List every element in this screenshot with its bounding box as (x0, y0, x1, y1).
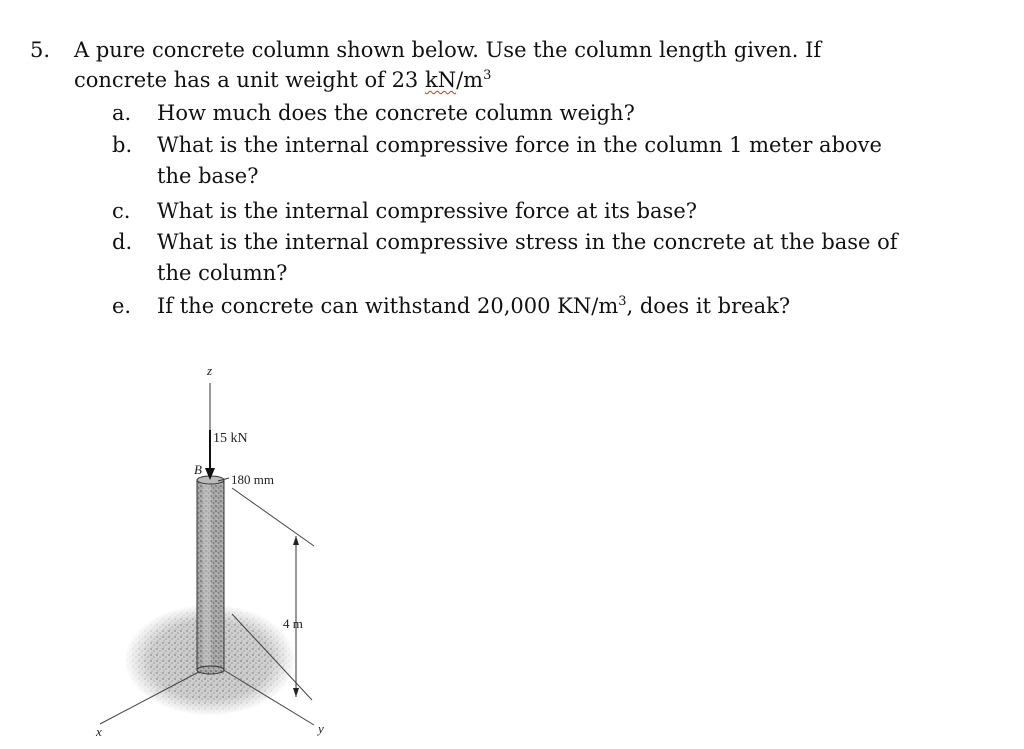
part-text: What is the internal compressive force at its base? (157, 199, 698, 223)
unit-kn: kN (424, 68, 457, 92)
z-axis-label: z (207, 363, 213, 378)
part-text: the base? (157, 164, 259, 188)
diameter-label: 180 mm (231, 472, 274, 487)
part-text: What is the internal compressive stress in the concrete at the base of (157, 230, 898, 254)
x-axis-label: x (96, 724, 102, 739)
part-letter: a. (112, 101, 132, 125)
y-axis-label: y (318, 721, 324, 736)
part-letter: d. (112, 230, 133, 254)
dim-arrow-top (293, 536, 299, 545)
length-label: 4 m (283, 616, 303, 631)
unit-exponent: 3 (483, 68, 492, 83)
part-letter: e. (112, 294, 132, 318)
dim-arrow-bottom (293, 688, 299, 697)
part-letter: c. (112, 199, 131, 223)
problem-number: 5. (30, 38, 51, 62)
part-text: If the concrete can withstand 20,000 KN/m (157, 294, 619, 318)
part-text-end: , does it break? (626, 294, 791, 318)
concrete-column (197, 476, 224, 674)
unit-per-m: /m (456, 68, 484, 92)
dim-extension-top (232, 488, 314, 546)
part-text: the column? (157, 261, 288, 285)
part-text: How much does the concrete column weigh? (157, 101, 635, 125)
point-b-label: B (194, 462, 202, 477)
load-label: 15 kN (213, 431, 248, 446)
problem-stem-line1: A pure concrete column shown below. Use the column length given. If (74, 38, 822, 62)
unit-exponent: 3 (618, 294, 627, 309)
part-text: What is the internal compressive force in the column 1 meter above (157, 133, 882, 157)
part-letter: b. (112, 133, 133, 157)
stem-text: concrete has a unit weight of 23 (74, 68, 425, 92)
